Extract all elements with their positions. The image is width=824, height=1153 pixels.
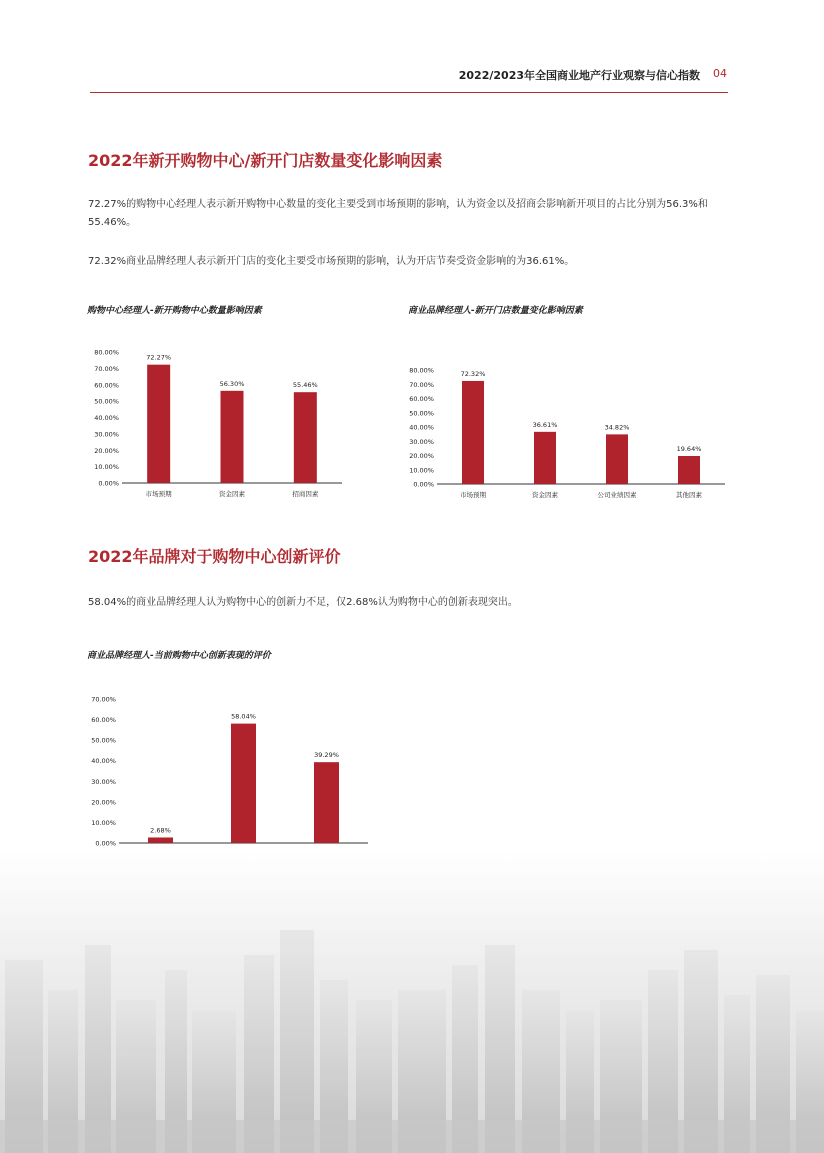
y-tick-label: 30.00%: [94, 430, 119, 439]
y-tick-label: 50.00%: [409, 409, 434, 418]
y-tick-label: 10.00%: [94, 463, 119, 472]
data-label: 36.61%: [532, 420, 558, 429]
y-tick-label: 70.00%: [91, 695, 116, 704]
city-skyline-background: [0, 850, 824, 1153]
y-tick-label: 0.00%: [413, 480, 434, 489]
report-title: 2022/2023年全国商业地产行业观察与信心指数: [458, 69, 700, 82]
chart-mall-new-openings: [84, 340, 374, 510]
y-tick-label: 20.00%: [409, 452, 434, 460]
y-tick-label: 10.00%: [409, 466, 434, 475]
y-tick-label: 80.00%: [409, 366, 434, 375]
y-tick-label: 30.00%: [91, 777, 116, 786]
chart3-caption: 商业品牌经理人-当前购物中心创新表现的评价: [87, 651, 271, 661]
section-title-new-openings: 2022年新开购物中心/新开门店数量变化影响因素: [88, 151, 443, 170]
y-tick-label: 40.00%: [91, 757, 116, 766]
bar: [221, 391, 244, 483]
x-tick-label: 其他因素: [676, 491, 702, 499]
y-tick-label: 20.00%: [94, 446, 119, 455]
x-tick-label: 资金因素: [532, 491, 558, 499]
data-label: 2.68%: [150, 826, 171, 835]
data-label: 58.04%: [231, 712, 256, 721]
chart-brand-new-stores: [405, 360, 735, 510]
y-tick-label: 10.00%: [91, 818, 116, 827]
y-tick-label: 0.00%: [95, 839, 116, 848]
y-tick-label: 40.00%: [94, 414, 119, 422]
data-label: 19.64%: [676, 445, 702, 454]
bar: [147, 365, 170, 483]
y-tick-label: 30.00%: [409, 437, 434, 446]
chart2-caption: 商业品牌经理人-新开门店数量变化影响因素: [408, 306, 583, 316]
y-tick-label: 60.00%: [409, 395, 434, 403]
chart-innovation-evaluation: [84, 688, 384, 868]
bar: [148, 837, 173, 843]
y-tick-label: 70.00%: [94, 364, 119, 373]
data-label: 55.46%: [292, 381, 318, 390]
page-number: 04: [713, 67, 727, 80]
bar: [294, 392, 317, 483]
y-tick-label: 70.00%: [409, 380, 434, 389]
data-label: 56.30%: [219, 379, 245, 388]
data-label: 34.82%: [604, 423, 630, 432]
chart1-caption: 购物中心经理人-新开购物中心数量影响因素: [87, 306, 262, 316]
x-tick-label: 招商因素: [292, 490, 319, 498]
header-divider: [90, 92, 728, 93]
y-tick-label: 80.00%: [94, 348, 119, 357]
x-tick-label: 公司业绩因素: [597, 491, 637, 499]
y-tick-label: 40.00%: [409, 423, 434, 432]
paragraph-innovation: 58.04%的商业品牌经理人认为购物中心的创新力不足，仅2.68%认为购物中心的创新表现突出。: [88, 597, 518, 608]
bar: [534, 432, 556, 484]
y-tick-label: 60.00%: [91, 716, 116, 725]
data-label: 39.29%: [314, 751, 339, 760]
y-tick-label: 60.00%: [94, 381, 119, 390]
bar: [314, 762, 339, 843]
bar: [678, 456, 700, 484]
bar: [462, 381, 484, 484]
paragraph-mall-managers: 72.27%的购物中心经理人表示新开购物中心数量的变化主要受到市场预期的影响，认为资金以及招商会影响新开项目的占比分别为56.3%和55.46%。: [88, 199, 708, 228]
bar: [606, 434, 628, 484]
data-label: 72.32%: [460, 369, 486, 378]
paragraph-brand-managers: 72.32%商业品牌经理人表示新开门店的变化主要受市场预期的影响，认为开店节奏受资金影响的为36.61%。: [88, 256, 575, 267]
section-title-innovation: 2022年品牌对于购物中心创新评价: [88, 547, 341, 566]
data-label: 72.27%: [146, 353, 172, 362]
y-tick-label: 50.00%: [91, 736, 116, 745]
x-tick-label: 市场预期: [460, 491, 486, 499]
y-tick-label: 50.00%: [94, 397, 119, 406]
bar: [231, 724, 256, 843]
x-tick-label: 资金因素: [219, 490, 245, 498]
x-tick-label: 市场预期: [145, 490, 172, 498]
y-tick-label: 0.00%: [98, 479, 119, 488]
y-tick-label: 20.00%: [91, 798, 116, 807]
